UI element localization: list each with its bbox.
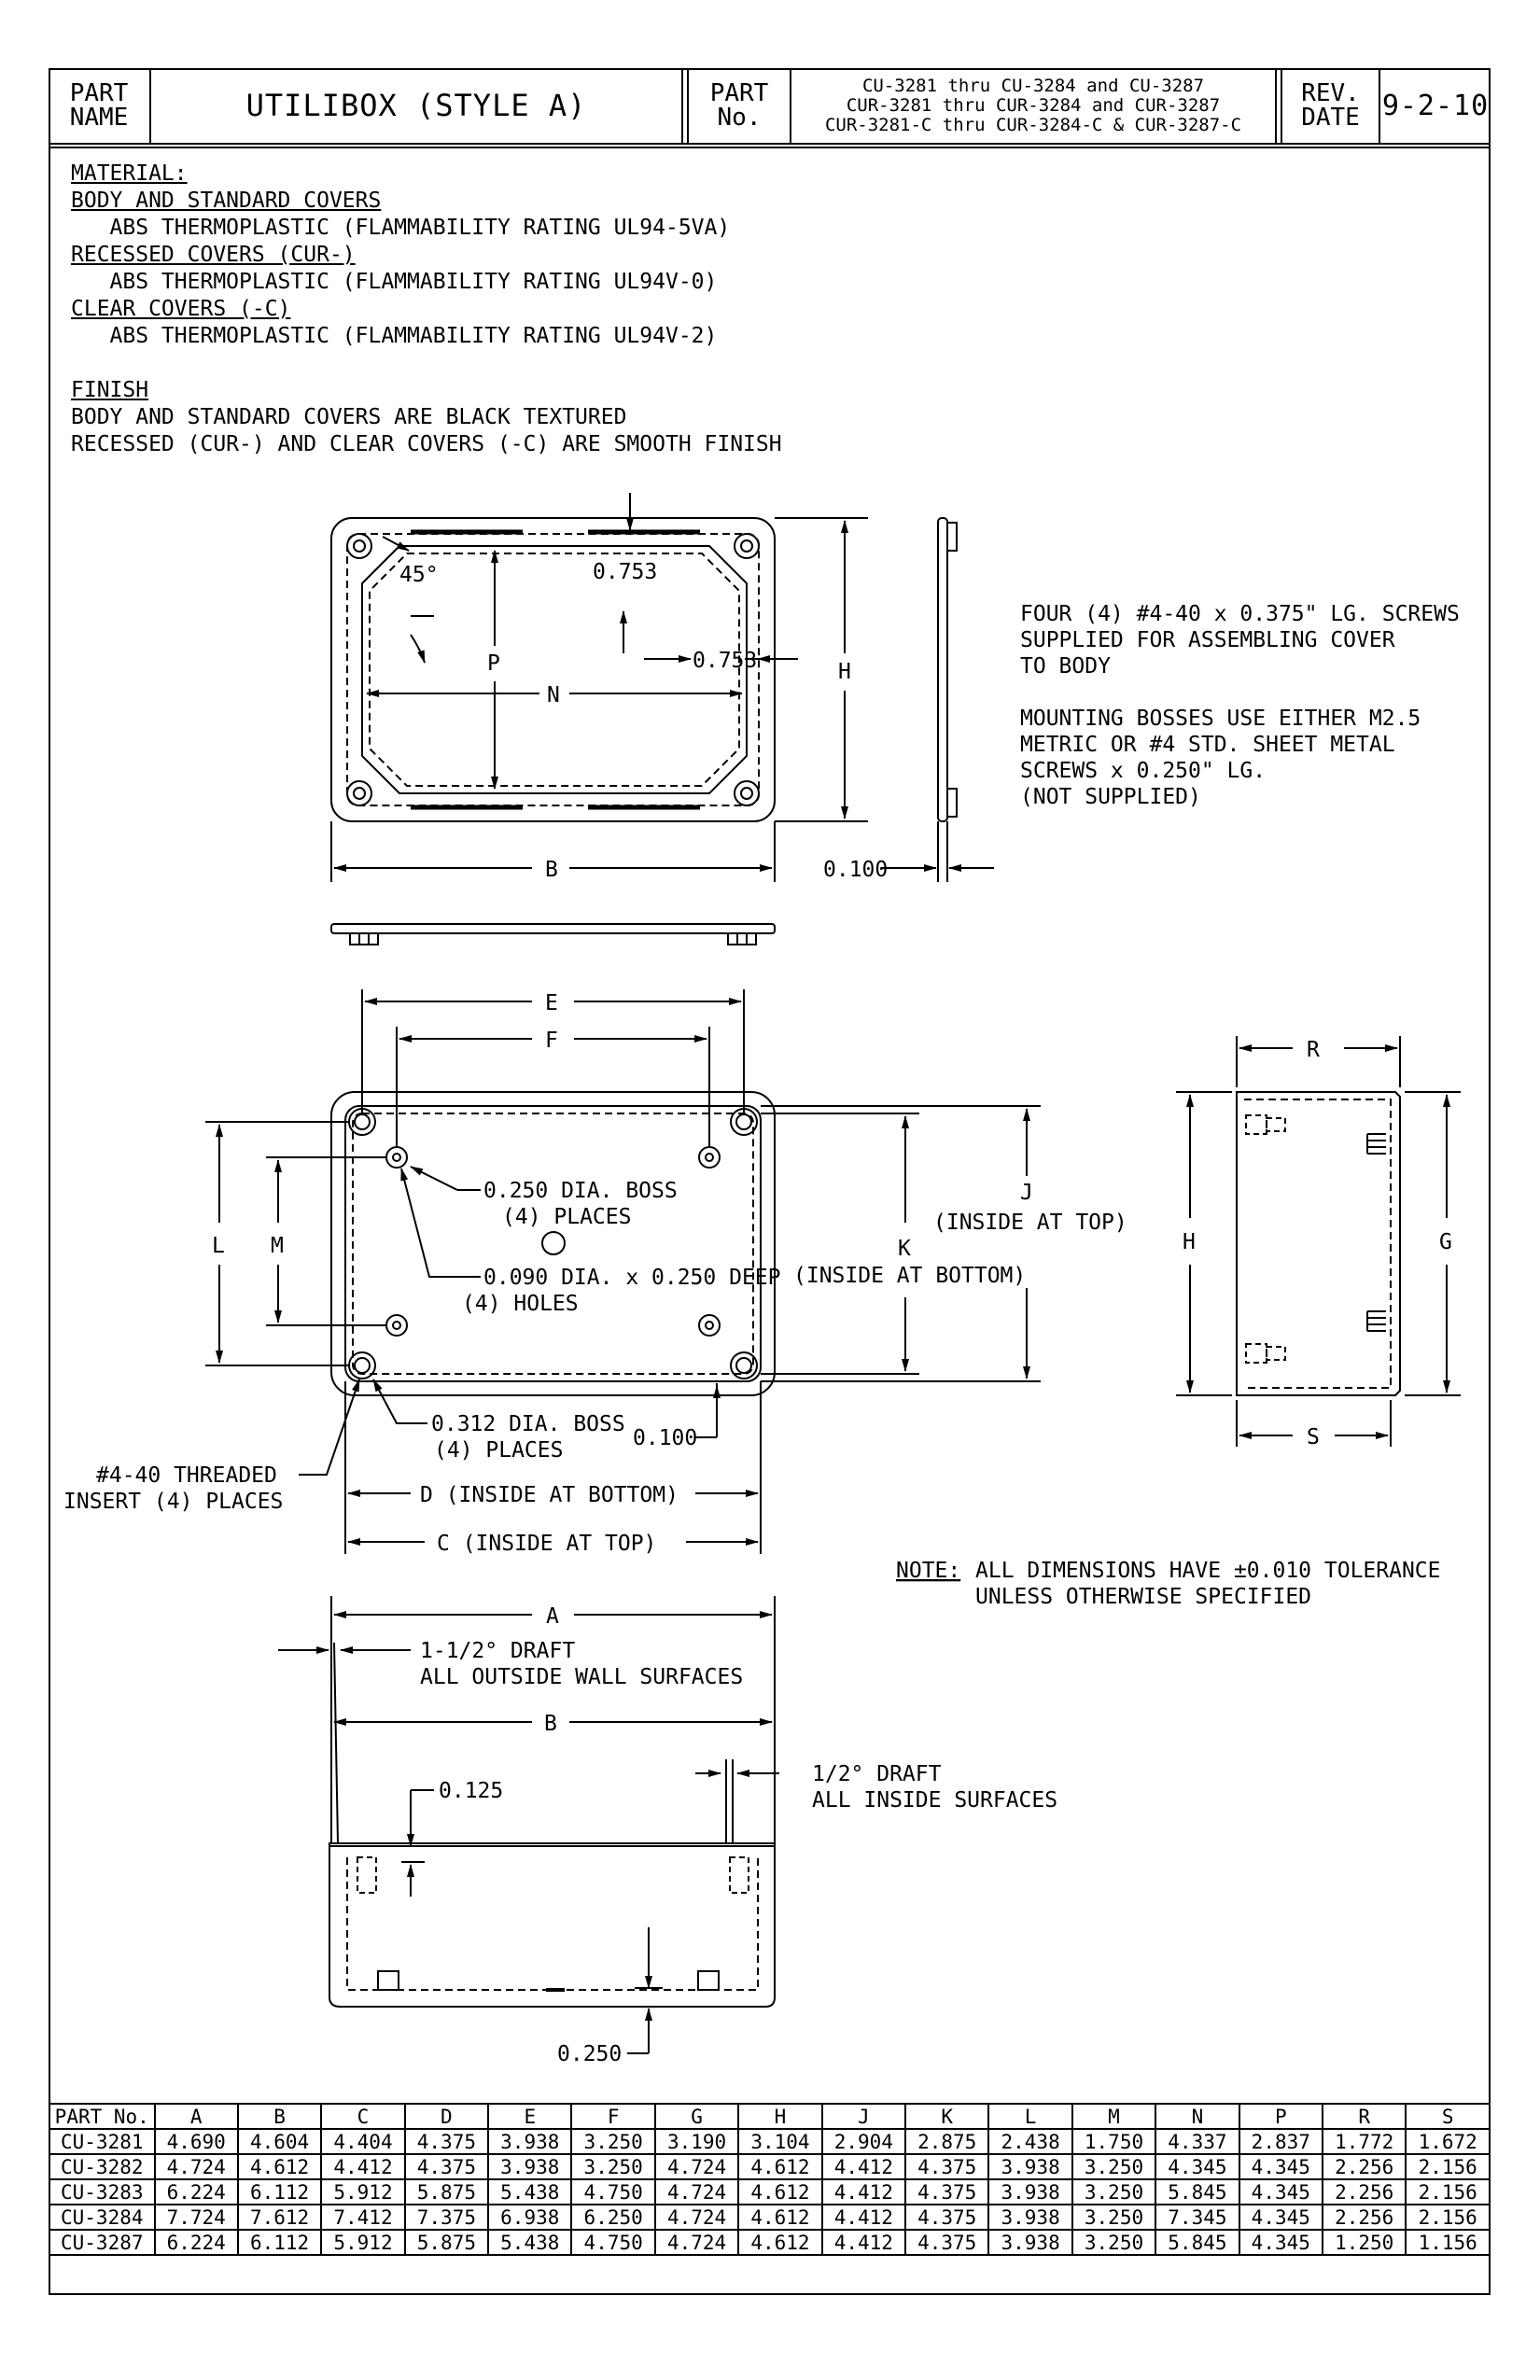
material-line: BODY AND STANDARD COVERS	[71, 189, 382, 213]
table-cell: CU-3281	[49, 2129, 155, 2154]
boss-note-1: 0.250 DIA. BOSS	[483, 1179, 678, 1203]
table-cell: 4.612	[238, 2154, 321, 2179]
table-cell: 4.612	[738, 2154, 821, 2179]
part-name: UTILIBOX (STYLE A)	[151, 68, 683, 143]
table-cell: 6.112	[238, 2230, 321, 2255]
material-line: BODY AND STANDARD COVERS ARE BLACK TEXTURED	[71, 405, 627, 429]
table-cell: 5.438	[488, 2230, 571, 2255]
table-cell: 6.112	[238, 2179, 321, 2205]
hole-note-2: (4) HOLES	[462, 1292, 579, 1316]
draft-inside-2: ALL INSIDE SURFACES	[812, 1788, 1058, 1813]
table-cell: 2.156	[1406, 2154, 1490, 2179]
table-cell: 5.912	[321, 2179, 404, 2205]
table-cell: 4.724	[655, 2205, 738, 2230]
table-header-cell: H	[738, 2104, 821, 2129]
table-header-cell: G	[655, 2104, 738, 2129]
dim-B-top: B	[545, 858, 558, 882]
table-cell: 3.250	[1072, 2205, 1155, 2230]
table-header-row	[49, 2104, 1490, 2129]
material-line: CLEAR COVERS (-C)	[71, 297, 291, 321]
dim-M: M	[271, 1234, 284, 1258]
boss312-note-1: 0.312 DIA. BOSS	[431, 1412, 625, 1436]
tolerance-label: NOTE:	[896, 1559, 961, 1583]
table-cell: 5.875	[405, 2179, 488, 2205]
part-name-label: PART NAME	[49, 68, 151, 143]
table-cell: 4.724	[155, 2154, 238, 2179]
dim-K: K	[898, 1237, 911, 1261]
table-cell: 3.104	[738, 2129, 821, 2154]
table-cell: 4.375	[405, 2154, 488, 2179]
svg-text:(NOT SUPPLIED): (NOT SUPPLIED)	[1020, 785, 1201, 809]
svg-text:SUPPLIED FOR ASSEMBLING COVER: SUPPLIED FOR ASSEMBLING COVER	[1020, 628, 1395, 652]
table-cell: 4.375	[905, 2205, 988, 2230]
svg-text:TO BODY: TO BODY	[1020, 654, 1111, 679]
svg-text:MOUNTING BOSSES USE EITHER M2.: MOUNTING BOSSES USE EITHER M2.5	[1020, 707, 1421, 731]
table-cell: 4.375	[405, 2129, 488, 2154]
table-cell: 1.156	[1406, 2230, 1490, 2255]
table-header-cell: E	[488, 2104, 571, 2129]
svg-text:SCREWS x 0.250" LG.: SCREWS x 0.250" LG.	[1020, 759, 1267, 783]
dim-C: C (INSIDE AT TOP)	[437, 1532, 657, 1556]
table-cell: 4.724	[655, 2179, 738, 2205]
table-cell: 6.938	[488, 2205, 571, 2230]
table-cell: 4.612	[738, 2205, 821, 2230]
dim-cover-thickness: 0.100	[823, 858, 889, 882]
table-cell: CU-3287	[49, 2230, 155, 2255]
chamfer-dim-v: 0.753	[593, 560, 658, 584]
table-cell: 2.256	[1323, 2179, 1406, 2205]
body-side-view	[1176, 1036, 1461, 1447]
table-cell: 5.912	[321, 2230, 404, 2255]
rev-date: 9-2-10	[1381, 89, 1490, 122]
table-header-cell: A	[155, 2104, 238, 2129]
table-cell: 2.837	[1239, 2129, 1323, 2154]
table-cell: CU-3282	[49, 2154, 155, 2179]
table-header-cell: PART No.	[49, 2104, 155, 2129]
table-cell: 2.904	[822, 2129, 905, 2154]
draft-outside-1: 1-1/2° DRAFT	[420, 1639, 576, 1663]
hole-note-1: 0.090 DIA. x 0.250 DEEP	[483, 1266, 781, 1290]
table-cell: 4.375	[905, 2179, 988, 2205]
table-cell: CU-3283	[49, 2179, 155, 2205]
table-cell: 3.250	[571, 2129, 654, 2154]
table-cell: 4.345	[1155, 2154, 1239, 2179]
table-header-cell: N	[1155, 2104, 1239, 2129]
table-cell: 7.345	[1155, 2205, 1239, 2230]
angle-label: 45°	[399, 563, 439, 587]
table-cell: 2.256	[1323, 2154, 1406, 2179]
draft-inside-1: 1/2° DRAFT	[812, 1762, 942, 1786]
dim-L: L	[212, 1234, 225, 1258]
chamfer-dim-h: 0.753	[693, 649, 758, 673]
table-row	[49, 2205, 1490, 2230]
table-cell: 4.750	[571, 2179, 654, 2205]
table-cell: 7.612	[238, 2205, 321, 2230]
table-cell: 4.412	[321, 2154, 404, 2179]
tolerance-line-1: ALL DIMENSIONS HAVE ±0.010 TOLERANCE	[975, 1559, 1441, 1583]
table-cell: 4.345	[1239, 2154, 1323, 2179]
material-line: ABS THERMOPLASTIC (FLAMMABILITY RATING UL94-5VA)	[71, 216, 731, 240]
table-header-cell: K	[905, 2104, 988, 2129]
dim-D: D (INSIDE AT BOTTOM)	[420, 1483, 679, 1507]
boss312-note-2: (4) PLACES	[434, 1438, 564, 1463]
table-cell: 3.938	[988, 2154, 1071, 2179]
table-header-cell: M	[1072, 2104, 1155, 2129]
dim-F: F	[545, 1029, 558, 1053]
table-cell: 3.938	[988, 2230, 1071, 2255]
dim-H-top: H	[838, 660, 851, 684]
material-line: RECESSED (CUR-) AND CLEAR COVERS (-C) ARE SMOOTH FINISH	[71, 432, 782, 456]
table-cell: 4.612	[738, 2230, 821, 2255]
table-cell: 1.672	[1406, 2129, 1490, 2154]
table-header-cell: L	[988, 2104, 1071, 2129]
table-cell: 4.724	[655, 2230, 738, 2255]
table-row	[49, 2129, 1490, 2154]
table-cell: 1.772	[1323, 2129, 1406, 2154]
table-cell: 4.375	[905, 2154, 988, 2179]
table-cell: 5.845	[1155, 2230, 1239, 2255]
insert-note-1: #4-40 THREADED	[96, 1463, 277, 1488]
table-cell: 4.345	[1239, 2205, 1323, 2230]
table-cell: 3.190	[655, 2129, 738, 2154]
cover-edge-view	[331, 924, 775, 945]
table-cell: 7.412	[321, 2205, 404, 2230]
table-cell: 4.750	[571, 2230, 654, 2255]
material-line: ABS THERMOPLASTIC (FLAMMABILITY RATING UL94V-0)	[71, 270, 718, 294]
svg-text:METRIC OR #4 STD. SHEET METAL: METRIC OR #4 STD. SHEET METAL	[1020, 733, 1395, 757]
material-line: MATERIAL:	[71, 161, 188, 186]
table-cell: 4.337	[1155, 2129, 1239, 2154]
dim-0125: 0.125	[439, 1779, 504, 1803]
table-cell: CU-3284	[49, 2205, 155, 2230]
table-cell: 4.412	[822, 2179, 905, 2205]
table-row	[49, 2230, 1490, 2255]
dim-N: N	[547, 683, 560, 707]
table-cell: 3.250	[1072, 2230, 1155, 2255]
table-cell: 3.250	[1072, 2154, 1155, 2179]
table-cell: 4.604	[238, 2129, 321, 2154]
table-row	[49, 2154, 1490, 2179]
svg-text:FOUR (4) #4-40 x 0.375" LG. SC: FOUR (4) #4-40 x 0.375" LG. SCREWS	[1020, 602, 1460, 626]
table-cell: 3.938	[488, 2129, 571, 2154]
table-cell: 6.250	[571, 2205, 654, 2230]
table-cell: 4.375	[905, 2230, 988, 2255]
material-line: RECESSED COVERS (CUR-)	[71, 243, 356, 267]
rev-date-label: REV. DATE	[1282, 68, 1380, 143]
part-numbers: CU-3281 thru CU-3284 and CU-3287 CUR-3281 thru CUR-3284 and CUR-3287 CUR-3281-C thru CUR-3284-C & CUR-3287-C	[791, 68, 1277, 143]
table-cell: 5.845	[1155, 2179, 1239, 2205]
table-cell: 2.875	[905, 2129, 988, 2154]
dim-K-note: (INSIDE AT BOTTOM)	[793, 1264, 1027, 1288]
table-cell: 6.224	[155, 2179, 238, 2205]
table-header-cell: F	[571, 2104, 654, 2129]
cover-side-profile	[882, 518, 994, 882]
table-header-cell: B	[238, 2104, 321, 2129]
table-header-cell: C	[321, 2104, 404, 2129]
table-row	[49, 2179, 1490, 2205]
table-cell: 3.250	[571, 2154, 654, 2179]
table-cell: 3.938	[988, 2205, 1071, 2230]
material-line: ABS THERMOPLASTIC (FLAMMABILITY RATING UL94V-2)	[71, 324, 718, 348]
dim-G: G	[1439, 1230, 1452, 1254]
boss-note-2: (4) PLACES	[502, 1205, 632, 1229]
table-cell: 2.156	[1406, 2205, 1490, 2230]
table-cell: 7.375	[405, 2205, 488, 2230]
wall-dim: 0.100	[633, 1426, 698, 1450]
table-cell: 1.250	[1323, 2230, 1406, 2255]
table-cell: 2.156	[1406, 2179, 1490, 2205]
dim-S: S	[1307, 1425, 1320, 1449]
table-cell: 4.612	[738, 2179, 821, 2205]
table-cell: 4.404	[321, 2129, 404, 2154]
dim-E: E	[545, 991, 558, 1015]
table-header-cell: J	[822, 2104, 905, 2129]
table-cell: 4.345	[1239, 2230, 1323, 2255]
table-header-cell: D	[405, 2104, 488, 2129]
table-cell: 1.750	[1072, 2129, 1155, 2154]
table-cell: 4.412	[822, 2230, 905, 2255]
draft-outside-2: ALL OUTSIDE WALL SURFACES	[420, 1665, 744, 1689]
table-cell: 4.345	[1239, 2179, 1323, 2205]
table-header-cell: R	[1323, 2104, 1406, 2129]
dim-R: R	[1307, 1038, 1320, 1062]
table-header-cell: S	[1406, 2104, 1490, 2129]
table-cell: 5.875	[405, 2230, 488, 2255]
table-cell: 2.438	[988, 2129, 1071, 2154]
dim-B-front: B	[544, 1712, 557, 1736]
table-cell: 4.412	[822, 2154, 905, 2179]
tolerance-line-2: UNLESS OTHERWISE SPECIFIED	[975, 1585, 1312, 1609]
cover-top-view	[331, 493, 868, 882]
dim-P: P	[487, 651, 500, 676]
dim-0250: 0.250	[557, 2042, 623, 2066]
material-line: FINISH	[71, 378, 149, 402]
table-cell: 4.412	[822, 2205, 905, 2230]
table-header-cell: P	[1239, 2104, 1323, 2129]
table-cell: 3.250	[1072, 2179, 1155, 2205]
dim-H-side: H	[1183, 1230, 1196, 1254]
part-no-label: PART No.	[689, 68, 791, 143]
table-cell: 7.724	[155, 2205, 238, 2230]
dim-J-note: (INSIDE AT TOP)	[933, 1211, 1127, 1235]
table-cell: 4.724	[655, 2154, 738, 2179]
table-cell: 6.224	[155, 2230, 238, 2255]
dim-A: A	[546, 1604, 559, 1629]
table-cell: 3.938	[988, 2179, 1071, 2205]
screw-note	[1020, 602, 1460, 809]
table-cell: 3.938	[488, 2154, 571, 2179]
table-cell: 5.438	[488, 2179, 571, 2205]
table-cell: 4.690	[155, 2129, 238, 2154]
dim-J: J	[1020, 1181, 1033, 1205]
insert-note-2: INSERT (4) PLACES	[63, 1490, 284, 1514]
dimension-table	[49, 2103, 1491, 2256]
table-cell: 2.256	[1323, 2205, 1406, 2230]
